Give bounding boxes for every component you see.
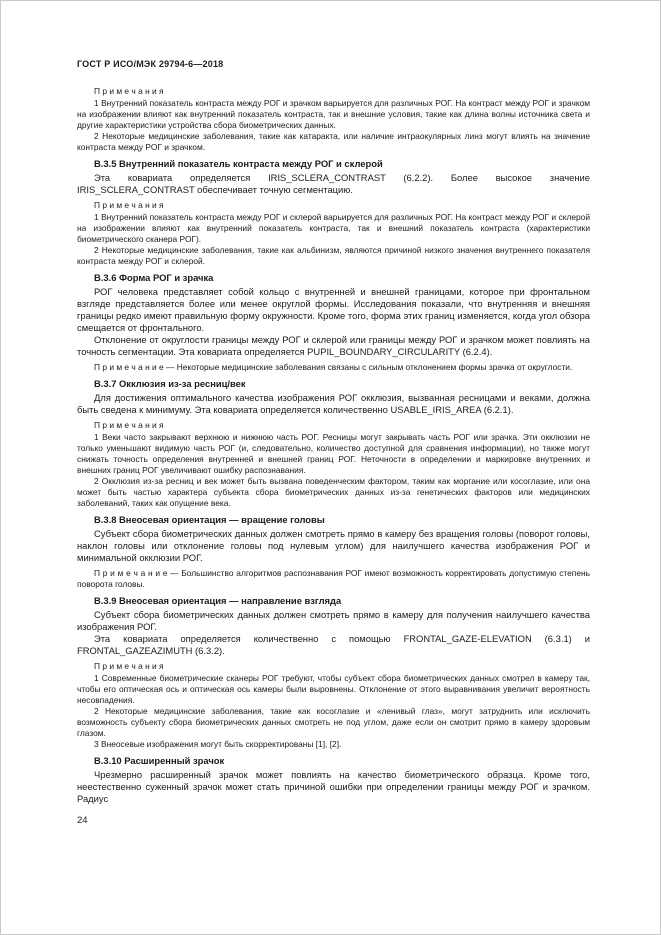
note-paragraph: 1 Веки часто закрывают верхнюю и нижнюю часть РОГ. Ресницы могут закрывать часть РОГ или зрачка. Эти окклюзии не только уменьшают видимую часть РОГ (и, следовательно, количество доступной для сравнения информации), но также могут снижать точность определения внутренней и внешней границ РОГ. Неточности в определении и маркировке внутренних и внешних границ РОГ увеличивают ошибку распознавания. — [77, 432, 590, 475]
note-label: П р и м е ч а н и я — [94, 420, 164, 430]
section-heading: В.3.9 Внеосевая ориентация — направление взгляда — [94, 595, 342, 606]
body-paragraph: РОГ человека представляет собой кольцо с внутренней и внешней границами, которое при фронтальном взгляде представляется более или менее округлой формы. Исследования показали, что внутренняя и внешняя границы редко имеют правильную форму окружности. Кроме того, форма этих границ изменяется, когда угол обзора смещается от фронтального. — [77, 286, 590, 333]
section-heading: В.3.7 Окклюзия из-за ресниц/век — [94, 378, 246, 389]
note-paragraph: 2 Некоторые медицинские заболевания, такие как катаракта, или наличие интраокулярных линз могут влиять на значение контраста между РОГ и зрачком. — [77, 131, 590, 152]
body-paragraph: Эта ковариата определяется IRIS_SCLERA_CONTRAST (6.2.2). Более высокое значение IRIS_SCLERA_CONTRAST обеспечивает точную сегментацию. — [77, 172, 590, 195]
body-paragraph: Субъект сбора биометрических данных должен смотреть прямо в камеру для получения наилучшего качества изображения РОГ. — [77, 609, 590, 632]
body-paragraph: Для достижения оптимального качества изображения РОГ окклюзия, вызванная ресницами и веками, должна быть сведена к минимуму. Эта ковариата определяется количественно USABLE_IRIS_AREA (6.2.1). — [77, 392, 590, 415]
body-paragraph: Отклонение от округлости границы между РОГ и склерой или границы между РОГ и зрачком может повлиять на точность сегментации. Эта ковариата определяется PUPIL_BOUNDARY_CIRCULARITY (6.2.4). — [77, 334, 590, 357]
document-header: ГОСТ Р ИСО/МЭК 29794-6—2018 — [77, 59, 224, 69]
note-label: П р и м е ч а н и я — [94, 200, 164, 210]
note-paragraph: П р и м е ч а н и е — Большинство алгоритмов распознавания РОГ имеют возможность корректировать допустимую степень поворота головы. — [77, 568, 590, 589]
body-paragraph: Субъект сбора биометрических данных должен смотреть прямо в камеру без вращения головы (поворот головы, наклон головы или отклонение головы под нулевым углом) для наилучшего качества изображения РОГ и минимальной окклюзии РОГ. — [77, 528, 590, 563]
note-paragraph: 2 Некоторые медицинские заболевания, такие как альбинизм, являются причиной низкого значения внутреннего показателя контраста между РОГ и склерой. — [77, 245, 590, 266]
section-heading: В.3.5 Внутренний показатель контраста между РОГ и склерой — [94, 158, 383, 169]
page-number: 24 — [77, 815, 88, 826]
note-paragraph: П р и м е ч а н и е — Некоторые медицинские заболевания связаны с сильным отклонением формы зрачка от округлости. — [94, 362, 573, 372]
body-paragraph: Эта ковариата определяется количественно с помощью FRONTAL_GAZE-ELEVATION (6.3.1) и FRONTAL_GAZEAZIMUTH (6.3.2). — [77, 633, 590, 656]
note-paragraph: 3 Внеосевые изображения могут быть скорректированы [1], [2]. — [94, 739, 342, 749]
body-paragraph: Чрезмерно расширенный зрачок может повлиять на качество биометрического образца. Кроме того, неестественно суженный зрачок может стать причиной ошибки при определении границы между РОГ и зрачком. Радиус — [77, 769, 590, 804]
note-paragraph: 1 Современные биометрические сканеры РОГ требуют, чтобы субъект сбора биометрических данных смотрел в камеру так, чтобы его оптическая ось и оптическая ось камеры были выровнены. Отклонение от этого выравнивания увеличит вероятность несовпадения. — [77, 673, 590, 705]
note-label: П р и м е ч а н и я — [94, 661, 164, 671]
section-heading: В.3.10 Расширенный зрачок — [94, 755, 225, 766]
note-paragraph: 1 Внутренний показатель контраста между РОГ и зрачком варьируется для различных РОГ. На контраст между РОГ и зрачком на изображении влияют как внутренний показатель контраста, так и внешние условия, такие как длина волны источника света и другие характеристики устройства сбора биометрических данных. — [77, 98, 590, 130]
section-heading: В.3.6 Форма РОГ и зрачка — [94, 272, 214, 283]
note-paragraph: 1 Внутренний показатель контраста между РОГ и склерой варьируется для различных РОГ. На контраст между РОГ и склерой на изображении влияют как внутренний показатель контраста, так и внешний показатель контраста (характеристики биометрического сканера РОГ). — [77, 212, 590, 244]
note-label: П р и м е ч а н и я — [94, 86, 164, 96]
note-paragraph: 2 Окклюзия из-за ресниц и век может быть вызвана поведенческим фактором, таким как моргание или косоглазие, или она может быть частью характера субъекта сбора биометрических данных из-за генетических факторов или медицинских заболеваний, таких как опущение века. — [77, 476, 590, 508]
note-paragraph: 2 Некоторые медицинские заболевания, такие как косоглазие и «ленивый глаз», могут затруднить или исключить возможность субъекту сбора биометрических данных смотреть не под углом, даже если он смотрит прямо в камеру здоровым глазом. — [77, 706, 590, 738]
section-heading: В.3.8 Внеосевая ориентация — вращение головы — [94, 514, 325, 525]
document-content — [77, 86, 590, 805]
